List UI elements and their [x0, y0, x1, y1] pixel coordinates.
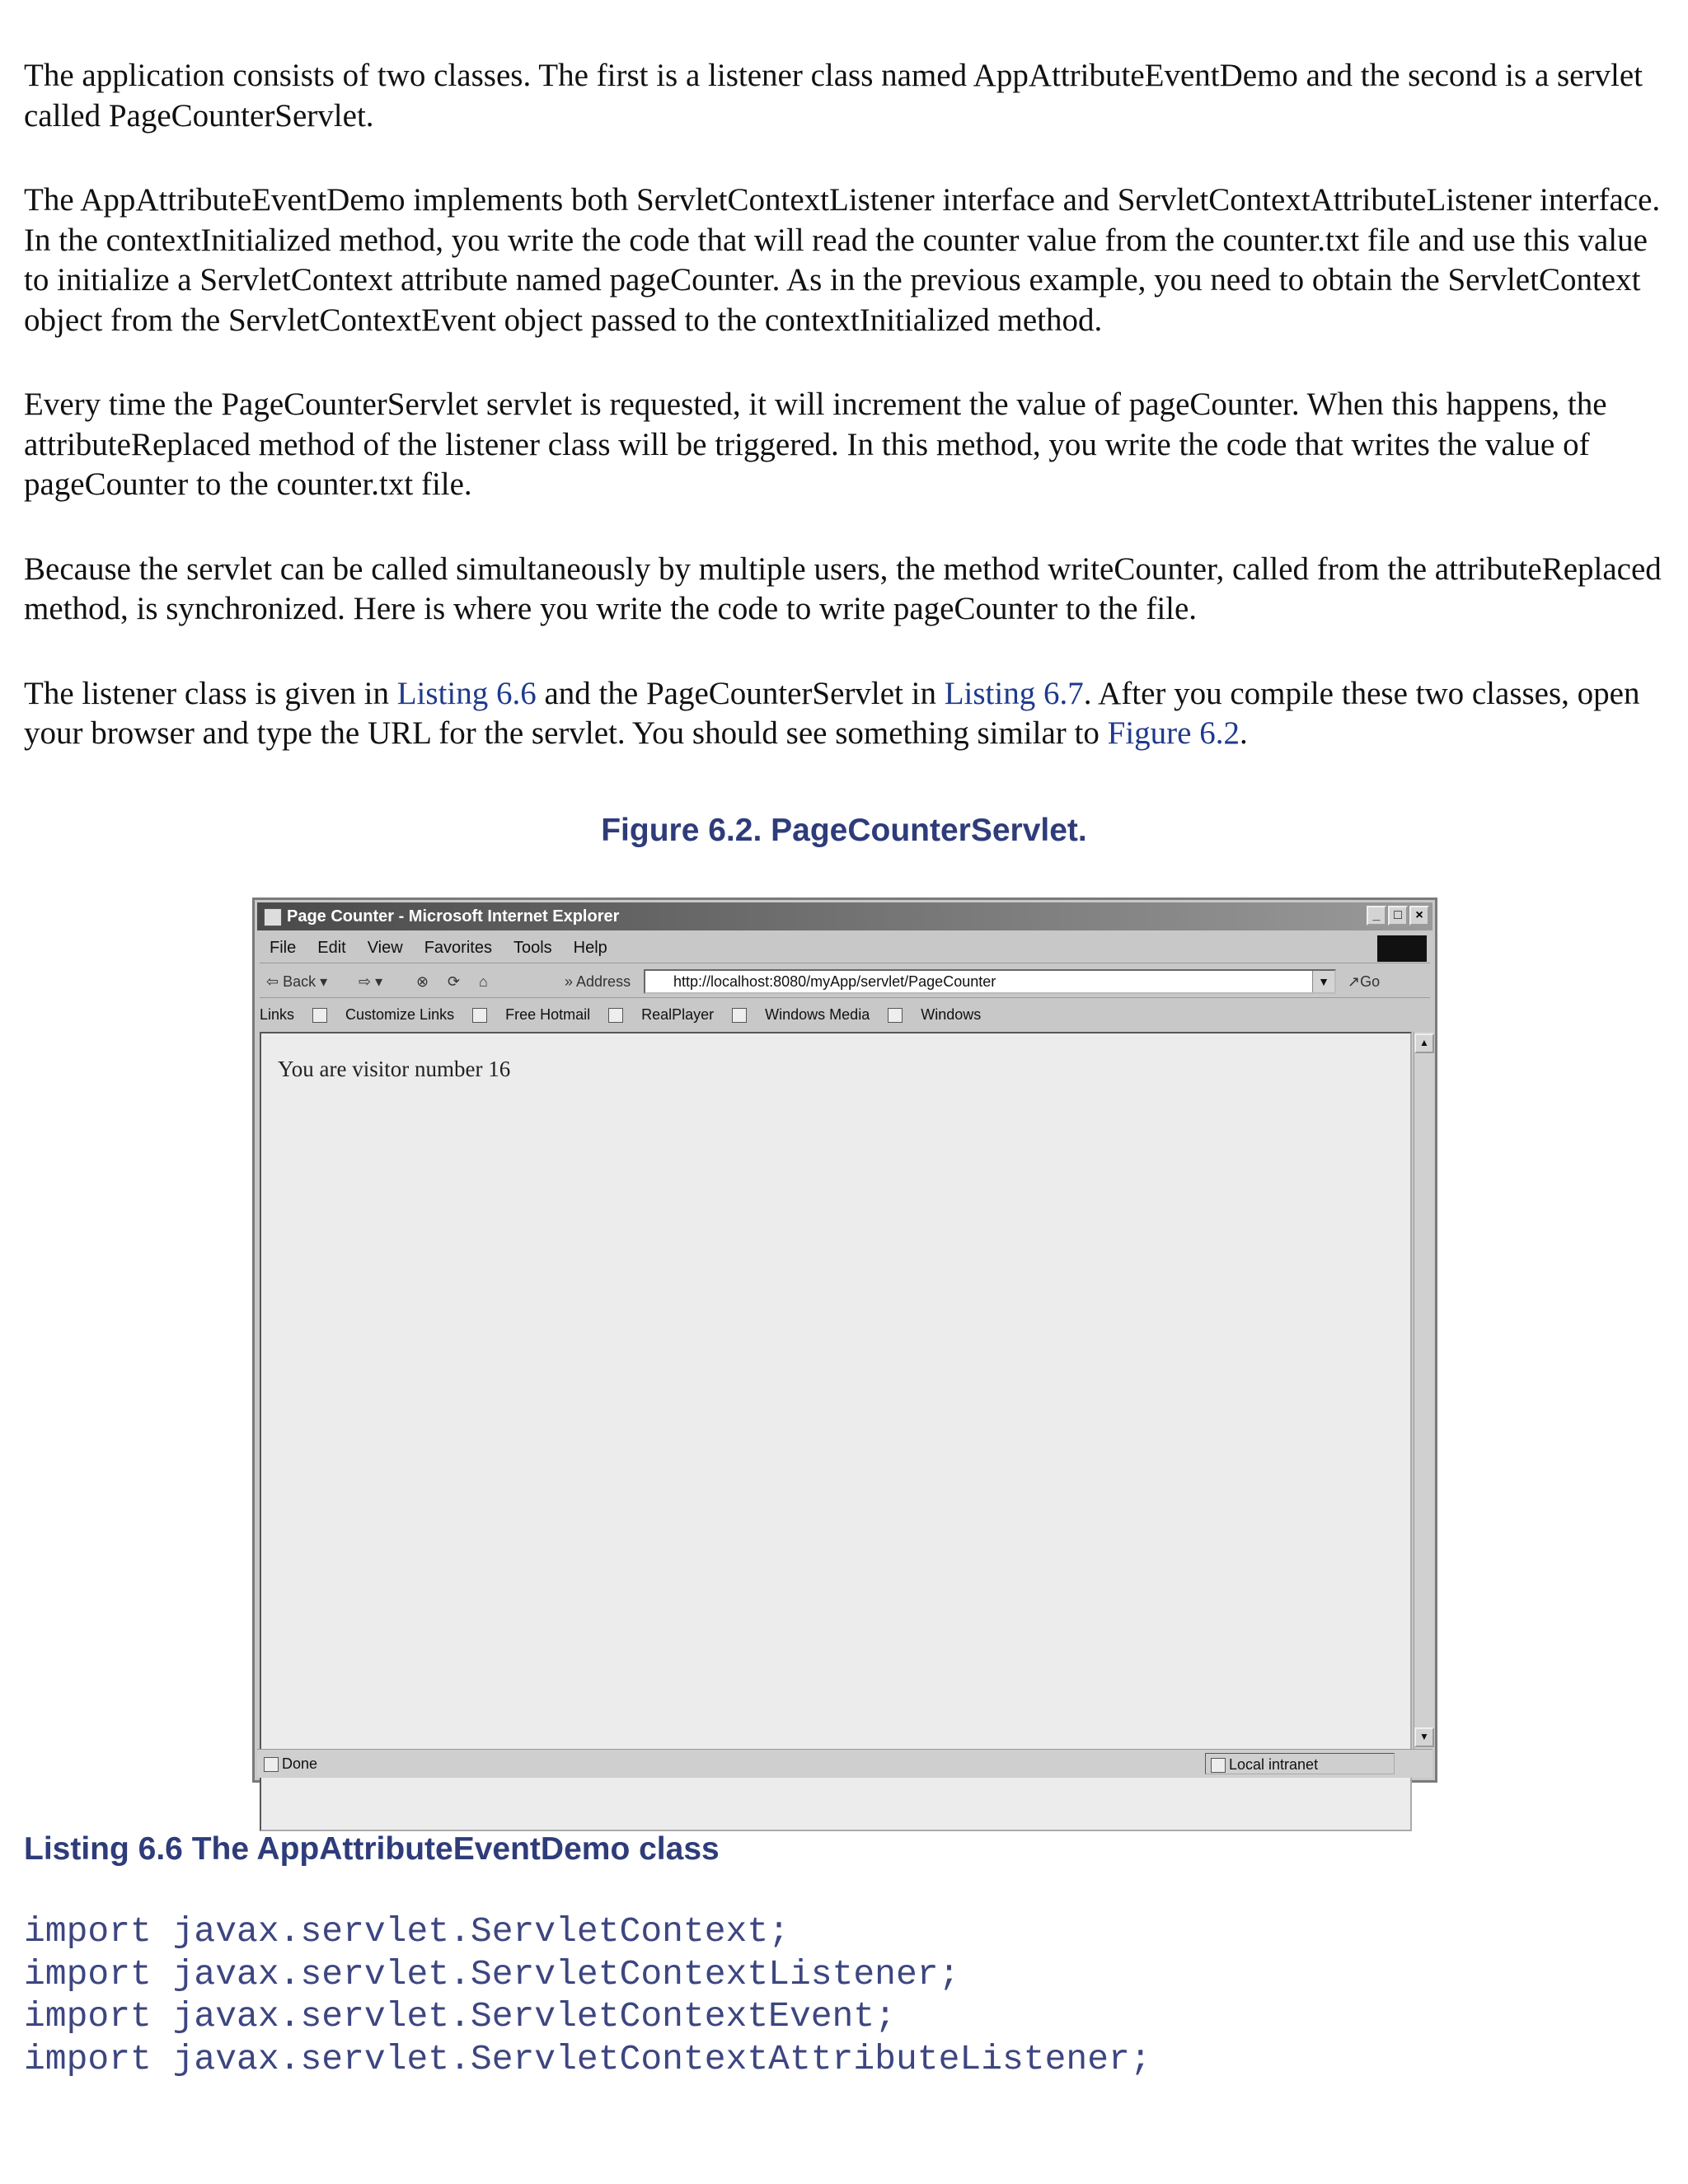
minimize-button[interactable]: _: [1367, 906, 1386, 926]
menu-view[interactable]: View: [367, 939, 403, 957]
menu-bar: [260, 933, 1430, 963]
menu-favorites[interactable]: Favorites: [424, 939, 492, 957]
menu-file[interactable]: File: [270, 939, 297, 957]
menu-tools[interactable]: Tools: [513, 939, 552, 957]
paragraph: The AppAttributeEventDemo implements both ServletContextListener interface and ServletContextAttributeListener interface. In the contextInitialized method, you write the code that will read the counter value from the counter.txt file and use this value to initialize a ServletContext attribute named pageCounter. As in the previous example, you need to obtain the ServletContext object from the ServletContextEvent object passed to the contextInitialized method.: [24, 182, 1661, 338]
links-label: Links: [260, 1006, 295, 1023]
go-button[interactable]: ↗Go: [1348, 973, 1381, 990]
status-text: Done: [282, 1755, 318, 1772]
page-icon: [732, 1008, 747, 1023]
figure-6-2-link[interactable]: Figure 6.2: [1107, 715, 1240, 751]
listing-6-7-link[interactable]: Listing 6.7: [944, 675, 1084, 711]
menu-help[interactable]: Help: [573, 939, 607, 957]
forward-button[interactable]: ⇨ ▾: [359, 973, 383, 990]
security-zone: Local intranet: [1205, 1753, 1395, 1774]
paragraph: The application consists of two classes. The first is a listener class named AppAttributeEventDemo and the second is a servlet called PageCounterServlet.: [24, 58, 1643, 134]
page-icon: [888, 1008, 903, 1023]
scroll-up-button[interactable]: ▲: [1414, 1033, 1434, 1053]
toolbar: [260, 966, 1430, 998]
listing-title: Listing 6.6 The AppAttributeEventDemo class: [24, 1831, 720, 1867]
paragraph: Because the servlet can be called simultaneously by multiple users, the method writeCounter, called from the attributeReplaced method, is synchronized. Here is where you write the code to write pageCounter to the file.: [24, 551, 1662, 626]
page-icon: [264, 1757, 279, 1772]
browser-window: [252, 898, 1437, 1783]
vertical-scrollbar[interactable]: [1414, 1032, 1434, 1749]
close-button[interactable]: ×: [1409, 906, 1429, 926]
link-hotmail[interactable]: Free Hotmail: [505, 1006, 591, 1023]
page-icon: [472, 1008, 487, 1023]
link-realplayer[interactable]: RealPlayer: [641, 1006, 715, 1023]
back-button[interactable]: ⇦ Back ▾: [266, 973, 328, 990]
chevron-down-icon[interactable]: ▼: [1312, 971, 1334, 992]
window-title: Page Counter - Microsoft Internet Explorer: [287, 907, 620, 926]
scroll-down-button[interactable]: ▼: [1414, 1727, 1434, 1747]
home-icon[interactable]: ⌂: [479, 973, 488, 990]
title-bar: [257, 902, 1432, 930]
refresh-icon[interactable]: ⟳: [448, 973, 461, 990]
document-body: [24, 56, 1668, 799]
page-icon: [312, 1008, 327, 1023]
code-block: import javax.servlet.ServletContext; import javax.servlet.ServletContextListener; import javax.servlet.ServletContextEvent; import javax.servlet.ServletContextAttributeListener;: [24, 1911, 1151, 2079]
address-label: » Address: [565, 973, 631, 990]
paragraph: Every time the PageCounterServlet servlet is requested, it will increment the value of pageCounter. When this happens, the attributeReplaced method of the listener class will be triggered. In this method, you write the code that writes the value of pageCounter to the counter.txt file.: [24, 387, 1607, 502]
address-input[interactable]: http://localhost:8080/myApp/servlet/PageCounter ▼: [644, 969, 1336, 994]
maximize-button[interactable]: □: [1388, 906, 1408, 926]
status-bar: [257, 1749, 1432, 1778]
paragraph-with-links: The listener class is given in Listing 6.6 and the PageCounterServlet in Listing 6.7. After you compile these two classes, open your browser and type the URL for the servlet. You should see something similar to Figure 6.2.: [24, 675, 1640, 751]
listing-6-6-link[interactable]: Listing 6.6: [396, 675, 537, 711]
link-customize[interactable]: Customize Links: [345, 1006, 455, 1023]
windows-logo-icon: [1377, 935, 1427, 962]
realplayer-icon: [608, 1008, 623, 1023]
link-windows-media[interactable]: Windows Media: [765, 1006, 870, 1023]
visitor-count-text: You are visitor number 16: [278, 1057, 511, 1081]
stop-icon[interactable]: ⊗: [416, 973, 429, 990]
link-windows[interactable]: Windows: [921, 1006, 982, 1023]
page-content: [260, 1032, 1412, 1831]
links-bar: [260, 1001, 1430, 1029]
ie-icon: [264, 908, 282, 926]
intranet-icon: [1211, 1758, 1226, 1773]
figure-title: Figure 6.2. PageCounterServlet.: [601, 813, 1087, 848]
menu-edit[interactable]: Edit: [317, 939, 346, 957]
